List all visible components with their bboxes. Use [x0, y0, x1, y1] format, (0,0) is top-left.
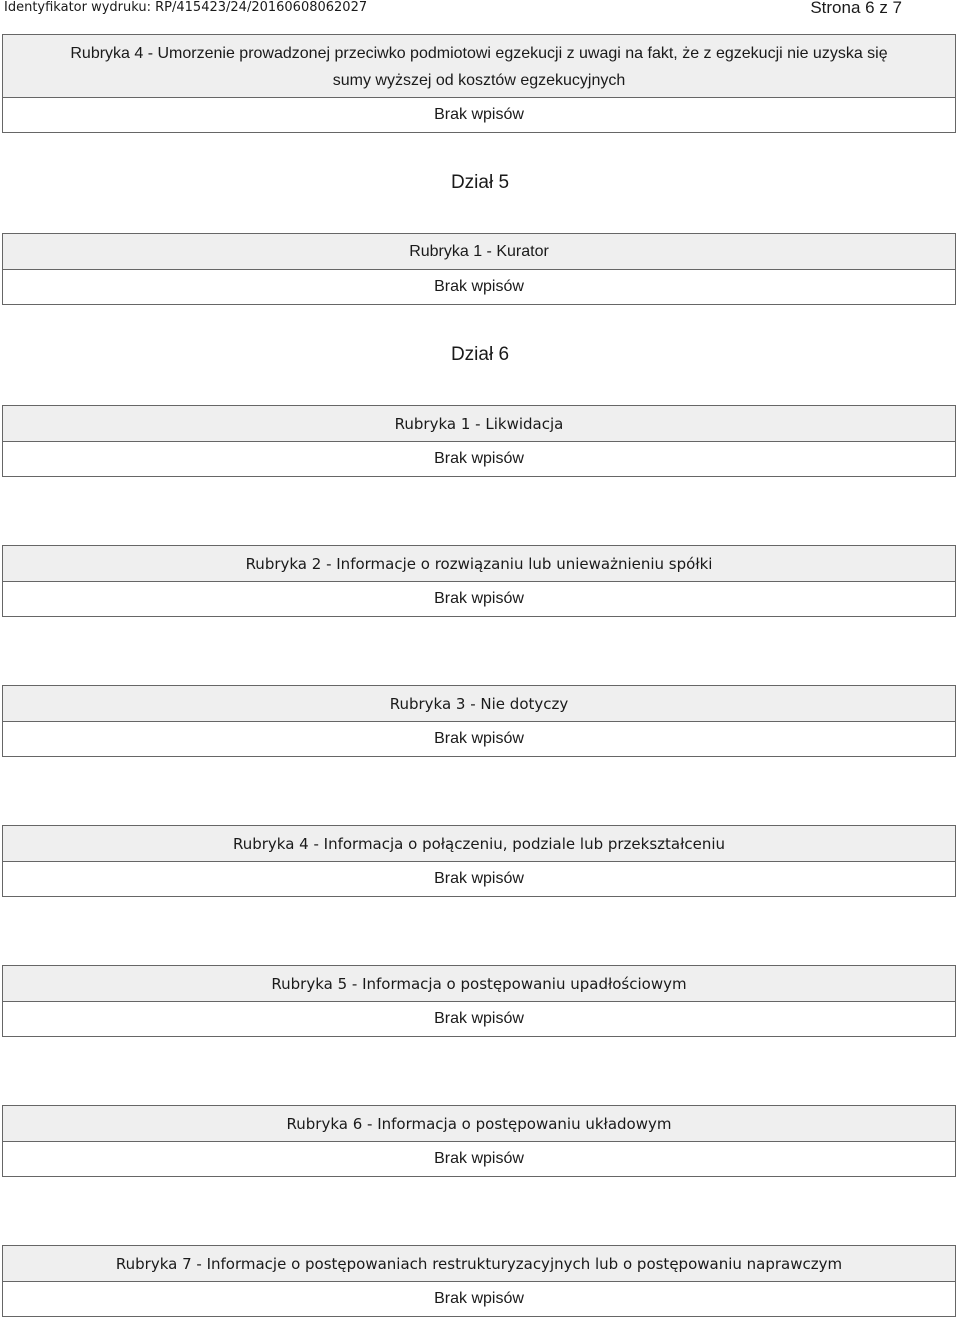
rubryka-4-umorzenie-box	[2, 34, 956, 133]
print-identifier: Identyfikator wydruku: RP/415423/24/20160608062027	[4, 0, 368, 15]
rubryka-value: Brak wpisów	[3, 442, 955, 476]
rubryka-header: Rubryka 7 - Informacje o postępowaniach restrukturyzacyjnych lub o postępowaniu naprawczym	[3, 1246, 955, 1282]
rubryka-value: Brak wpisów	[3, 1142, 955, 1176]
rubryka-3-nie-dotyczy-box	[2, 685, 956, 757]
section-title-dzial-6: Dział 6	[450, 344, 510, 365]
page-number: Strona 6 z 7	[810, 0, 902, 17]
rubryka-5-upadlosc-box	[2, 965, 956, 1037]
rubryka-value: Brak wpisów	[3, 1002, 955, 1036]
rubryka-title-line2: sumy wyższej od kosztów egzekucyjnych	[332, 72, 626, 89]
rubryka-value: Brak wpisów	[3, 1282, 955, 1316]
rubryka-header: Rubryka 6 - Informacja o postępowaniu układowym	[3, 1106, 955, 1142]
rubryka-header: Rubryka 1 - Likwidacja	[3, 406, 955, 442]
rubryka-1-kurator-box	[2, 233, 956, 305]
rubryka-header: Rubryka 3 - Nie dotyczy	[3, 686, 955, 722]
rubryka-4-polaczenie-box	[2, 825, 956, 897]
rubryka-header	[3, 35, 955, 98]
rubryka-header: Rubryka 1 - Kurator	[3, 234, 955, 270]
rubryka-value: Brak wpisów	[3, 862, 955, 896]
rubryka-title-line1: Rubryka 4 - Umorzenie prowadzonej przeciwko podmiotowi egzekucji z uwagi na fakt, że z egzekucji nie uzyska się	[70, 45, 888, 62]
rubryka-2-rozwiazanie-box	[2, 545, 956, 617]
rubryka-7-restrukturyzacja-box	[2, 1245, 956, 1317]
rubryka-value: Brak wpisów	[3, 722, 955, 756]
rubryka-header: Rubryka 2 - Informacje o rozwiązaniu lub unieważnieniu spółki	[3, 546, 955, 582]
rubryka-1-likwidacja-box	[2, 405, 956, 477]
rubryka-value: Brak wpisów	[3, 270, 955, 304]
rubryka-6-uklad-box	[2, 1105, 956, 1177]
rubryka-value: Brak wpisów	[3, 98, 955, 132]
section-title-dzial-5: Dział 5	[450, 172, 510, 193]
print-header	[0, 0, 960, 20]
rubryka-value: Brak wpisów	[3, 582, 955, 616]
rubryka-header: Rubryka 4 - Informacja o połączeniu, podziale lub przekształceniu	[3, 826, 955, 862]
rubryka-header: Rubryka 5 - Informacja o postępowaniu upadłościowym	[3, 966, 955, 1002]
